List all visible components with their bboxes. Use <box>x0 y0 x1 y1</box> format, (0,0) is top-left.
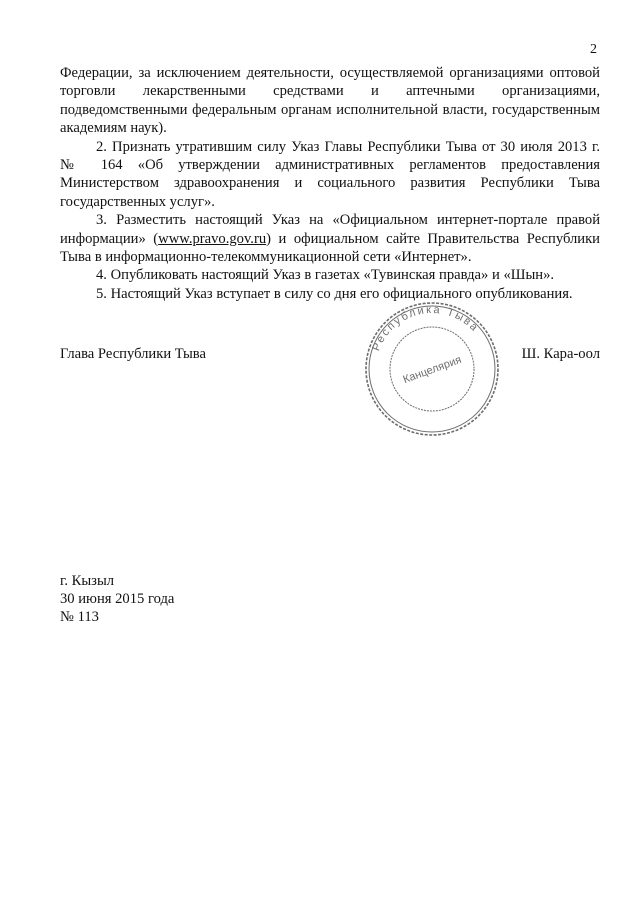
footer-number: № 113 <box>60 609 99 625</box>
decree-footer <box>60 572 174 626</box>
signatory-title: Глава Республики Тыва <box>60 346 206 362</box>
paragraph-3 <box>60 211 600 266</box>
stamp-inner-text: Канцелярия <box>401 353 464 387</box>
signatory-name: Ш. Кара-оол <box>521 346 600 362</box>
stamp-outer-text: Республика Тыва <box>370 303 482 353</box>
paragraph-3-part-b: ) и официальном сайте Правительства Республики Тыва в информационно-телекоммуникационной сети «Интернет». <box>60 230 600 266</box>
pravo-link[interactable]: www.pravo.gov.ru <box>158 230 267 247</box>
footer-date: 30 июня 2015 года <box>60 591 175 607</box>
page-number: 2 <box>590 42 597 57</box>
paragraph-3-part-a: 3. Разместить настоящий Указ на «Официальном интернет-портале правой информации» ( <box>60 212 600 247</box>
paragraph-4: 4. Опубликовать настоящий Указ в газетах «Тувинская правда» и «Шын». <box>96 267 555 284</box>
official-stamp-icon <box>363 300 501 438</box>
paragraph-continuation: Федерации, за исключением деятельности, осуществляемой организациями оптовой торговли лекарственными средствами и аптечными организациями, подведомственными федеральным органам исполнительной власти, государственным академиям наук). <box>60 65 600 137</box>
footer-city: г. Кызыл <box>60 573 115 589</box>
decree-body <box>60 64 600 303</box>
paragraph-5: 5. Настоящий Указ вступает в силу со дня его официального опубликования. <box>96 285 573 302</box>
paragraph-2: 2. Признать утратившим силу Указ Главы Республики Тыва от 30 июля 2013 г. № 164 «Об утверждении административных регламентов предоставления Министерством здравоохранения и социального развития Республики Тыва государственных услуг». <box>60 138 600 210</box>
